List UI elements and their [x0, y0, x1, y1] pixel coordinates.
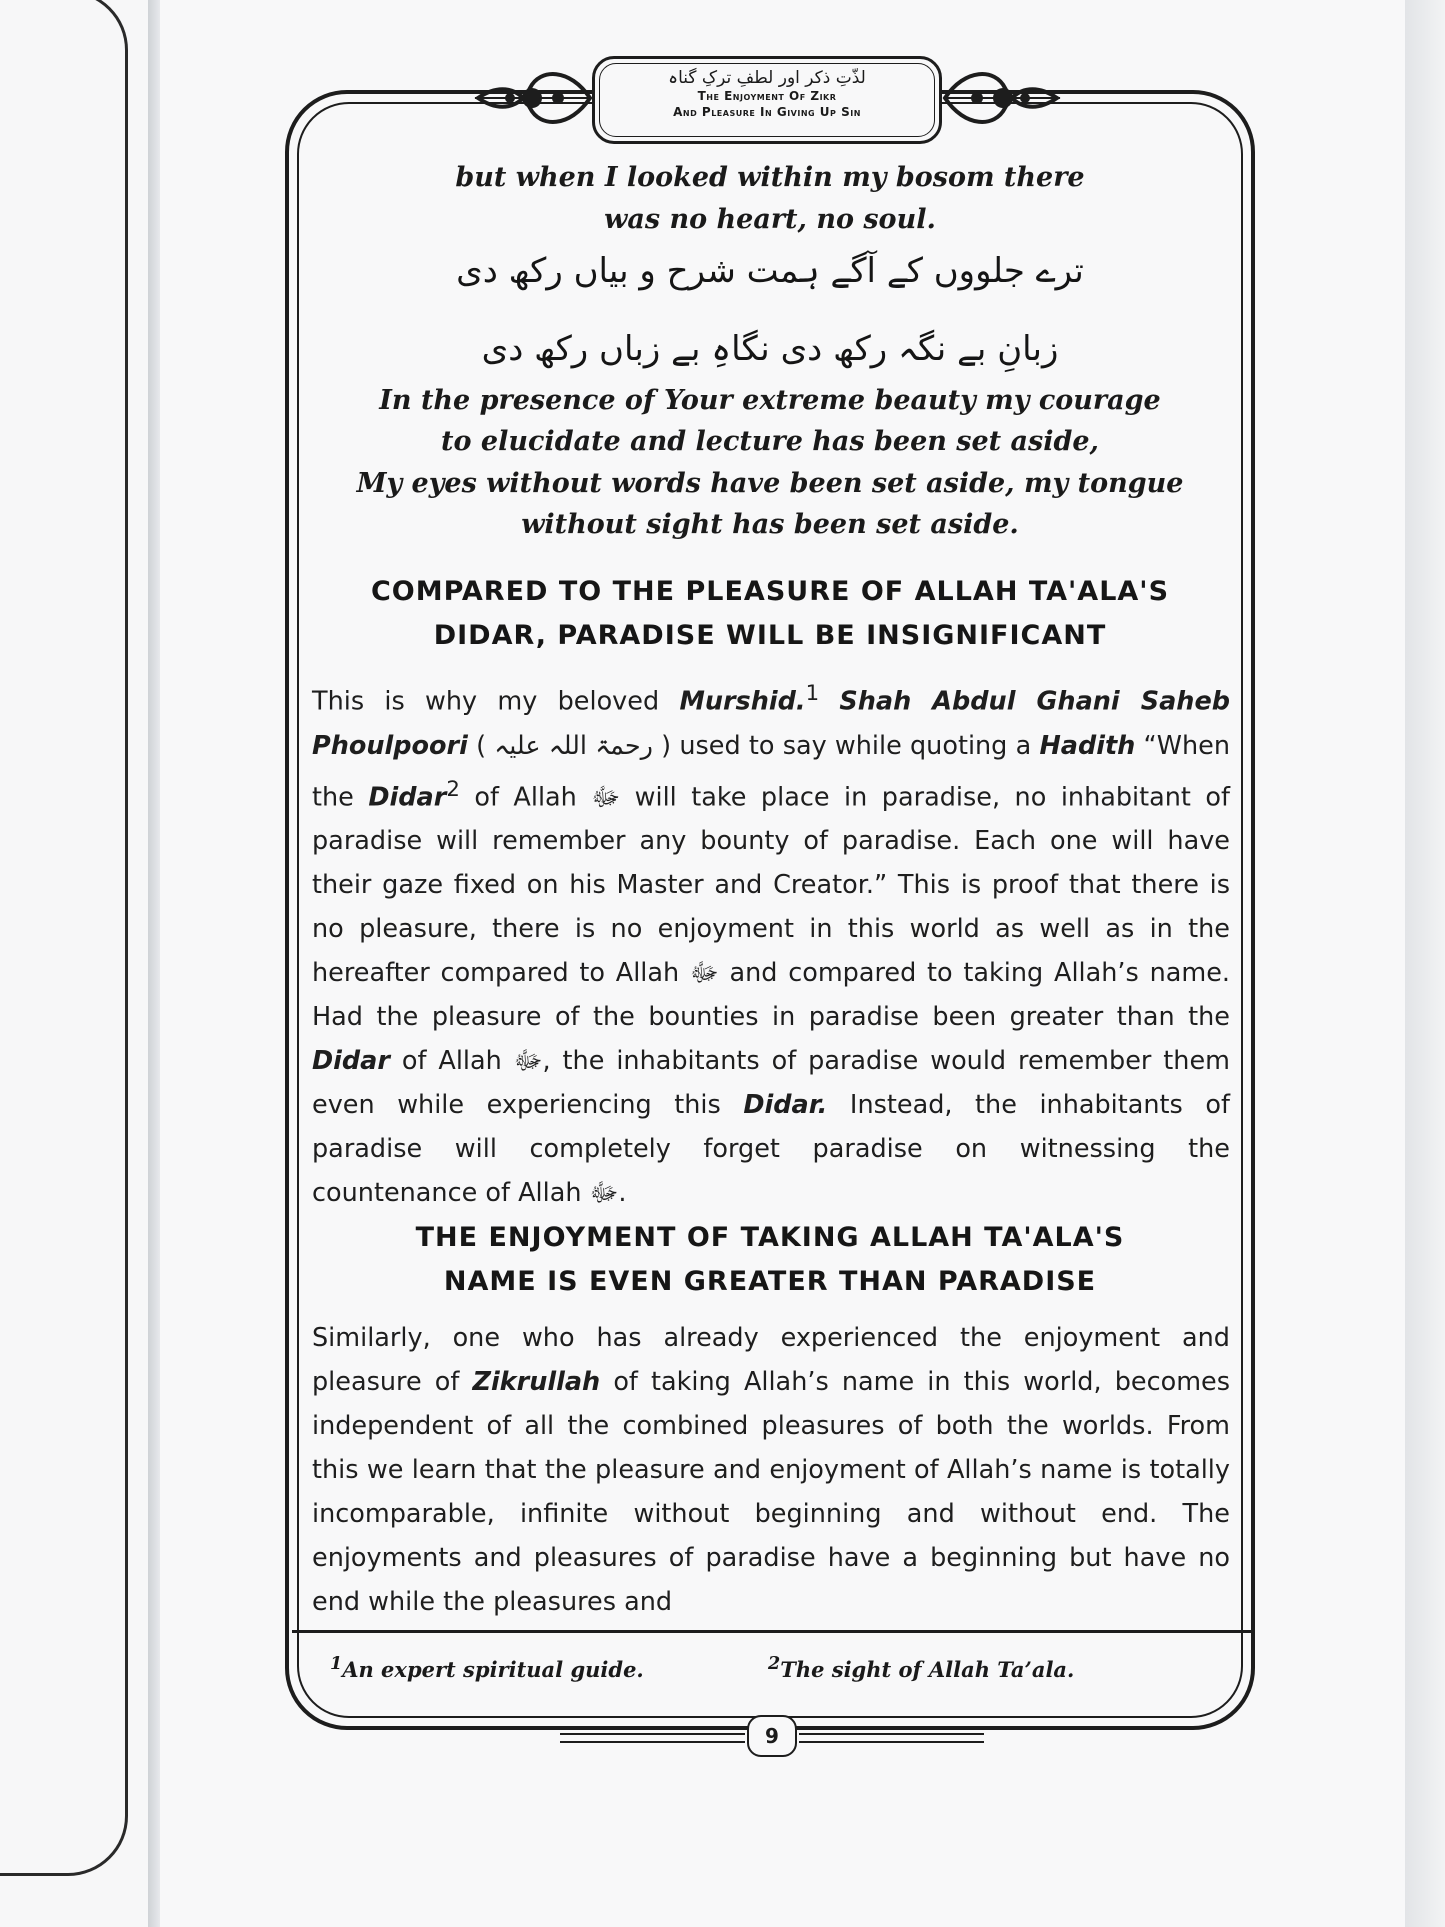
footnote-2	[768, 1654, 1074, 1682]
body-paragraph	[312, 1316, 1230, 1624]
section-heading	[305, 1216, 1235, 1304]
italic-term: Didar	[312, 1046, 390, 1076]
italic-term: Murshid.	[679, 686, 806, 717]
italic-term: Didar	[368, 782, 447, 812]
footnote-1	[330, 1654, 644, 1682]
text-run: Instead, the inhabitants of paradise will completely forget paradise on witnessing the countenance of Allah ﷻ.	[312, 1090, 1230, 1208]
page-number: 9	[747, 1715, 797, 1757]
text-run	[819, 687, 839, 717]
text-run: Similarly, one who has already experienced the enjoyment and pleasure of	[312, 1323, 1230, 1397]
section-heading-line: DIDAR, PARADISE WILL BE INSIGNIFICANT	[433, 620, 1107, 651]
footnote-number: 1	[330, 1654, 343, 1674]
verse-translation-line: My eyes without words have been set aside, my tongue	[356, 468, 1184, 499]
verse-translation-line: In the presence of Your extreme beauty my courage	[379, 385, 1161, 416]
italic-term: Zikrullah	[472, 1367, 601, 1397]
previous-page-frame	[0, 0, 128, 1876]
header-urdu-title: لذّتِ ذکر اور لطفِ ترکِ گناہ	[668, 68, 866, 88]
section-heading-line: COMPARED TO THE PLEASURE OF ALLAH TA'ALA'S	[370, 576, 1170, 607]
left-floral-ornament-icon	[470, 58, 595, 138]
verse-opening-line: but when I looked within my bosom there	[455, 162, 1085, 193]
footnote-text: An expert spiritual guide.	[342, 1657, 644, 1682]
text-run: of Allah ﷻ will take place in paradise, no inhabitant of paradise will remember any bounty of paradise. Each one will have their gaze fixed on his Master and Creator.” This is proof that there is no pleasure, there is no enjoyment in this world as well as in the hereafter compared to Allah ﷻ and compared to taking Allah’s name. Had the pleasure of the bounties in paradise been greater than the	[312, 782, 1230, 1032]
text-run: “When the	[312, 730, 1230, 812]
chapter-header	[592, 56, 942, 144]
header-title-line1: The Enjoyment Of Zikr	[697, 89, 837, 103]
right-floral-ornament-icon	[940, 58, 1065, 138]
italic-term: Hadith	[1039, 730, 1136, 761]
section-heading-line: NAME IS EVEN GREATER THAN PARADISE	[443, 1266, 1097, 1297]
text-run: This is why my beloved	[312, 686, 680, 717]
verse-opening-line: was no heart, no soul.	[604, 204, 936, 235]
body-paragraph	[312, 672, 1230, 1215]
italic-term: Didar.	[743, 1090, 828, 1120]
footnote-ref: 2	[446, 776, 460, 802]
section-heading	[305, 570, 1235, 658]
text-run: ( رحمۃ اللہ علیہ ) used to say while quoting a	[467, 730, 1040, 761]
section-heading-line: THE ENJOYMENT OF TAKING ALLAH TA'ALA'S	[415, 1222, 1125, 1253]
page-number-rule	[799, 1733, 984, 1743]
footnote-divider	[292, 1630, 1254, 1633]
italic-term: Shah Abdul Ghani Saheb Phoulpoori	[312, 686, 1230, 761]
text-run: of taking Allah’s name in this world, becomes independent of all the combined pleasures of both the worlds. From this we learn that the pleasure and enjoyment of Allah’s name is totally incomparable, infinite without beginning and without end. The enjoyments and pleasures of paradise have a beginning but have no end while the pleasures and	[312, 1367, 1231, 1617]
page-edge	[1405, 0, 1445, 1927]
footnote-ref: 1	[805, 681, 820, 706]
urdu-couplet-line: زبانِ بے نگہ رکھ دی نگاہِ بے زباں رکھ دی	[481, 329, 1059, 369]
verse-translation-line: to elucidate and lecture has been set aside,	[441, 426, 1099, 457]
text-run: of Allah ﷻ, the inhabitants of paradise would remember them even while experiencing this	[312, 1046, 1230, 1120]
urdu-couplet-line: ترے جلووں کے آگے ہمت شرح و بیاں رکھ دی	[456, 251, 1084, 291]
page-number-rule	[560, 1733, 745, 1743]
previous-page	[0, 0, 150, 1927]
footnote-number: 2	[768, 1654, 781, 1674]
verse-translation-line: without sight has been set aside.	[521, 509, 1019, 540]
footnote-text: The sight of Allah Ta’ala.	[780, 1657, 1075, 1682]
header-title-line2: And Pleasure In Giving Up Sin	[673, 105, 861, 119]
